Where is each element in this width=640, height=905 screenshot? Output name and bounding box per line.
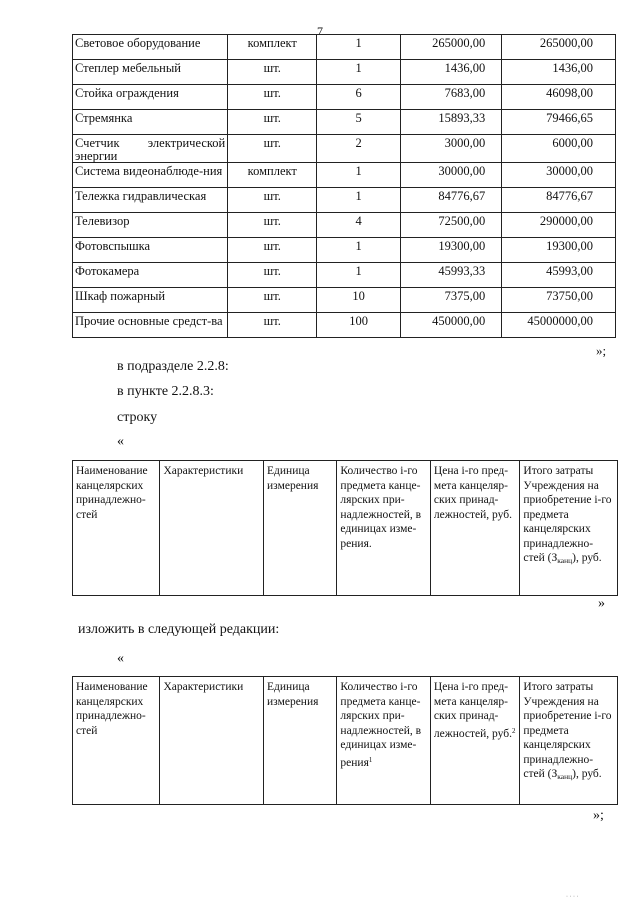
cell-price: 72500,00 (400, 213, 501, 238)
new-col-total (520, 677, 618, 805)
cell-name: Фотовспышка (73, 238, 228, 263)
cell-qty: 1 (317, 60, 401, 85)
new-col-price-text: Цена i-го пред-мета канцеляр-ских принад-лежностей, руб. (433, 681, 512, 740)
cell-qty: 6 (317, 85, 401, 110)
table-row (73, 85, 616, 110)
old-col-total-tail: ), руб. (572, 552, 602, 564)
clause-line: в пункте 2.2.8.3: (117, 384, 214, 399)
old-col-characteristics: Характеристики (160, 461, 264, 596)
old-col-price: Цена i-го пред-мета канцеляр-ских принад-лежностей, руб. (430, 461, 519, 596)
cell-unit: шт. (228, 238, 317, 263)
cell-total: 45993,00 (502, 263, 616, 288)
table-row (73, 110, 616, 135)
cell-total: 265000,00 (502, 35, 616, 60)
open-quote-1: « (117, 434, 124, 449)
cell-total: 1436,00 (502, 60, 616, 85)
page-number: 7 (317, 24, 323, 38)
cell-total: 84776,67 (502, 188, 616, 213)
cell-price: 15893,33 (400, 110, 501, 135)
table-row (73, 60, 616, 85)
old-col-total (520, 461, 618, 596)
new-col-unit: Единица измерения (264, 677, 337, 805)
new-col-price (430, 677, 519, 805)
table-row (73, 288, 616, 313)
cell-unit: комплект (228, 35, 317, 60)
new-col-quantity-footnote: 1 (368, 755, 373, 764)
cell-total: 45000000,00 (502, 313, 616, 338)
new-col-characteristics: Характеристики (160, 677, 264, 805)
cell-name: Световое оборудование (73, 35, 228, 60)
open-quote-2: « (117, 651, 124, 666)
header-table-old (72, 460, 618, 596)
row-line: строку (117, 410, 158, 425)
scan-artifact: · · · · (566, 894, 579, 900)
cell-price: 1436,00 (400, 60, 501, 85)
cell-qty: 1 (317, 263, 401, 288)
cell-qty: 5 (317, 110, 401, 135)
new-col-total-text: Итого затраты Учреждения на приобретение i-го предмета канцелярских принадлежно-стей (З (523, 681, 612, 780)
cell-price: 265000,00 (400, 35, 501, 60)
cell-total: 79466,65 (502, 110, 616, 135)
table-row (73, 213, 616, 238)
old-col-quantity: Количество i-го предмета канце-лярских при-надлежностей, в единицах изме-рения. (337, 461, 431, 596)
cell-unit: шт. (228, 313, 317, 338)
cell-qty: 4 (317, 213, 401, 238)
cell-qty: 100 (317, 313, 401, 338)
cell-total: 6000,00 (502, 135, 616, 163)
cell-price: 84776,67 (400, 188, 501, 213)
table-row (73, 135, 616, 163)
cell-name: Счетчик электрической энергии (73, 135, 228, 163)
cell-unit: шт. (228, 263, 317, 288)
cell-name: Система видеонаблюде-ния (73, 163, 228, 188)
cell-unit: комплект (228, 163, 317, 188)
cell-price: 7375,00 (400, 288, 501, 313)
cell-price: 30000,00 (400, 163, 501, 188)
cell-price: 7683,00 (400, 85, 501, 110)
cell-total: 46098,00 (502, 85, 616, 110)
table-row (73, 313, 616, 338)
cell-total: 30000,00 (502, 163, 616, 188)
old-col-total-sub: канц (557, 556, 573, 565)
equipment-table-body (73, 35, 616, 338)
new-col-quantity (337, 677, 431, 805)
cell-unit: шт. (228, 110, 317, 135)
old-col-name: Наименование канцелярских принадлежно-стей (73, 461, 160, 596)
cell-qty: 10 (317, 288, 401, 313)
cell-name: Фотокамера (73, 263, 228, 288)
old-col-unit: Единица измерения (264, 461, 337, 596)
cell-unit: шт. (228, 288, 317, 313)
cell-unit: шт. (228, 135, 317, 163)
cell-qty: 1 (317, 238, 401, 263)
header-table-new (72, 676, 618, 805)
replace-line: изложить в следующей редакции: (78, 622, 280, 637)
cell-name: Тележка гидравлическая (73, 188, 228, 213)
close-quote-1: » (598, 596, 605, 611)
cell-unit: шт. (228, 188, 317, 213)
cell-unit: шт. (228, 213, 317, 238)
table-row (73, 35, 616, 60)
cell-name: Прочие основные средст-ва (73, 313, 228, 338)
new-col-total-tail: ), руб. (572, 768, 602, 780)
table-row (73, 263, 616, 288)
cell-unit: шт. (228, 85, 317, 110)
cell-price: 3000,00 (400, 135, 501, 163)
close-quote-2: »; (593, 808, 604, 823)
new-col-name: Наименование канцелярских принадлежно-стей (73, 677, 160, 805)
cell-qty: 2 (317, 135, 401, 163)
table-row (73, 163, 616, 188)
cell-name: Стойка ограждения (73, 85, 228, 110)
table-closing-mark: »; (596, 343, 607, 358)
cell-qty: 1 (317, 35, 401, 60)
cell-price: 19300,00 (400, 238, 501, 263)
new-col-price-footnote: 2 (511, 726, 516, 735)
cell-unit: шт. (228, 60, 317, 85)
cell-total: 290000,00 (502, 213, 616, 238)
equipment-table (72, 34, 616, 338)
cell-name: Степлер мебельный (73, 60, 228, 85)
table-row (73, 238, 616, 263)
cell-price: 45993,33 (400, 263, 501, 288)
cell-price: 450000,00 (400, 313, 501, 338)
cell-name: Телевизор (73, 213, 228, 238)
cell-total: 19300,00 (502, 238, 616, 263)
cell-name: Стремянка (73, 110, 228, 135)
cell-qty: 1 (317, 188, 401, 213)
old-col-total-text: Итого затраты Учреждения на приобретение i-го предмета канцелярских принадлежно-стей (З (523, 465, 612, 564)
cell-name: Шкаф пожарный (73, 288, 228, 313)
cell-qty: 1 (317, 163, 401, 188)
new-col-total-sub: канц (557, 772, 573, 781)
new-col-quantity-text: Количество i-го предмета канце-лярских при-надлежностей, в единицах изме-рения (340, 681, 422, 769)
cell-total: 73750,00 (502, 288, 616, 313)
subsection-line: в подразделе 2.2.8: (117, 359, 229, 374)
table-row (73, 188, 616, 213)
